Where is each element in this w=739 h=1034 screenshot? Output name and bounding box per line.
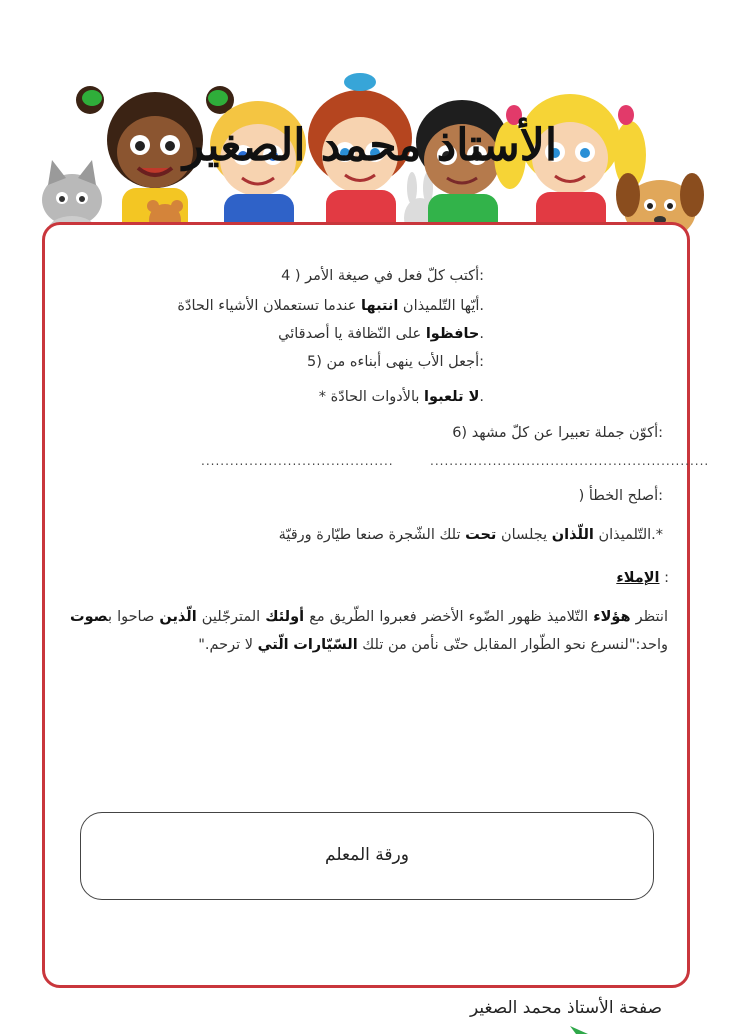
bold-verb: حافظوا [425, 326, 480, 342]
text-segment: أيّها التّلميذان [398, 298, 480, 314]
section6-heading: 6) أكوّن جملة تعبيرا عن كلّ مشهد: [452, 425, 663, 441]
bold-word: الّتي [257, 637, 289, 653]
bold-verb: لا تلعبوا [424, 389, 480, 405]
text-segment: انتظر [630, 609, 669, 625]
green-leaf-icon [570, 1026, 588, 1034]
footer-credit: صفحة الأستاذ محمد الصغير [470, 998, 663, 1018]
bold-word: الّذين [159, 609, 197, 625]
bold-verb: انتبها [361, 298, 399, 314]
dictation-paragraph [70, 603, 668, 659]
section5-sentence [319, 389, 484, 405]
text-segment: التّلميذان [593, 527, 652, 543]
text-segment: المترجّلين [196, 609, 266, 625]
section5-heading: 5) أجعل الأب ينهى أبناءه من: [306, 354, 484, 370]
teacher-sheet-label: ورقة المعلم [325, 845, 409, 865]
dictation-title: الإملاء [616, 570, 660, 586]
section4-sentence2 [278, 326, 484, 342]
text-segment: تلك الشّجرة صنعا طيّارة ورقيّة.* [278, 527, 663, 543]
section4-heading: 4 ) أكتب كلّ فعل في صيغة الأمر: [281, 268, 484, 284]
dictation-heading [616, 570, 669, 586]
bold-word: صوت [70, 609, 108, 625]
text-segment: على النّظافة يا أصدقائي. [278, 326, 484, 342]
answer-line-left: ........................................ [201, 454, 394, 468]
bold-word: هؤلاء [593, 609, 631, 625]
text-segment: بالأدوات الحادّة. [330, 389, 484, 405]
bullet-star: * [318, 389, 331, 405]
page-title: الأستاذ محمد الصغير [182, 120, 558, 171]
bold-word: تحت [465, 527, 497, 543]
text-segment: عندما تستعملان الأشياء الحادّة. [177, 298, 484, 314]
teacher-sheet-box [80, 812, 654, 900]
answer-line-right: .......................................................... [430, 454, 710, 468]
correction-heading: ) أصلح الخطأ: [578, 488, 663, 504]
text-segment: يجلسان [496, 527, 552, 543]
text-segment: لا ترحم." [198, 637, 258, 653]
correction-sentence [279, 527, 663, 543]
text-segment: التّلاميذ ظهور الضّوء الأخضر فعبروا الطّريق مع [304, 609, 594, 625]
bold-word: اللّذان [551, 527, 594, 543]
section4-sentence1 [177, 298, 484, 314]
text-segment: واحد:"لنسرع نحو الطّوار المقابل حتّى نأمن من تلك [357, 637, 668, 653]
bold-word: أولئك [265, 609, 305, 625]
text-segment: : [659, 570, 669, 586]
text-segment: صاحوا ب [107, 609, 160, 625]
bold-word: السّيّارات [293, 637, 358, 653]
